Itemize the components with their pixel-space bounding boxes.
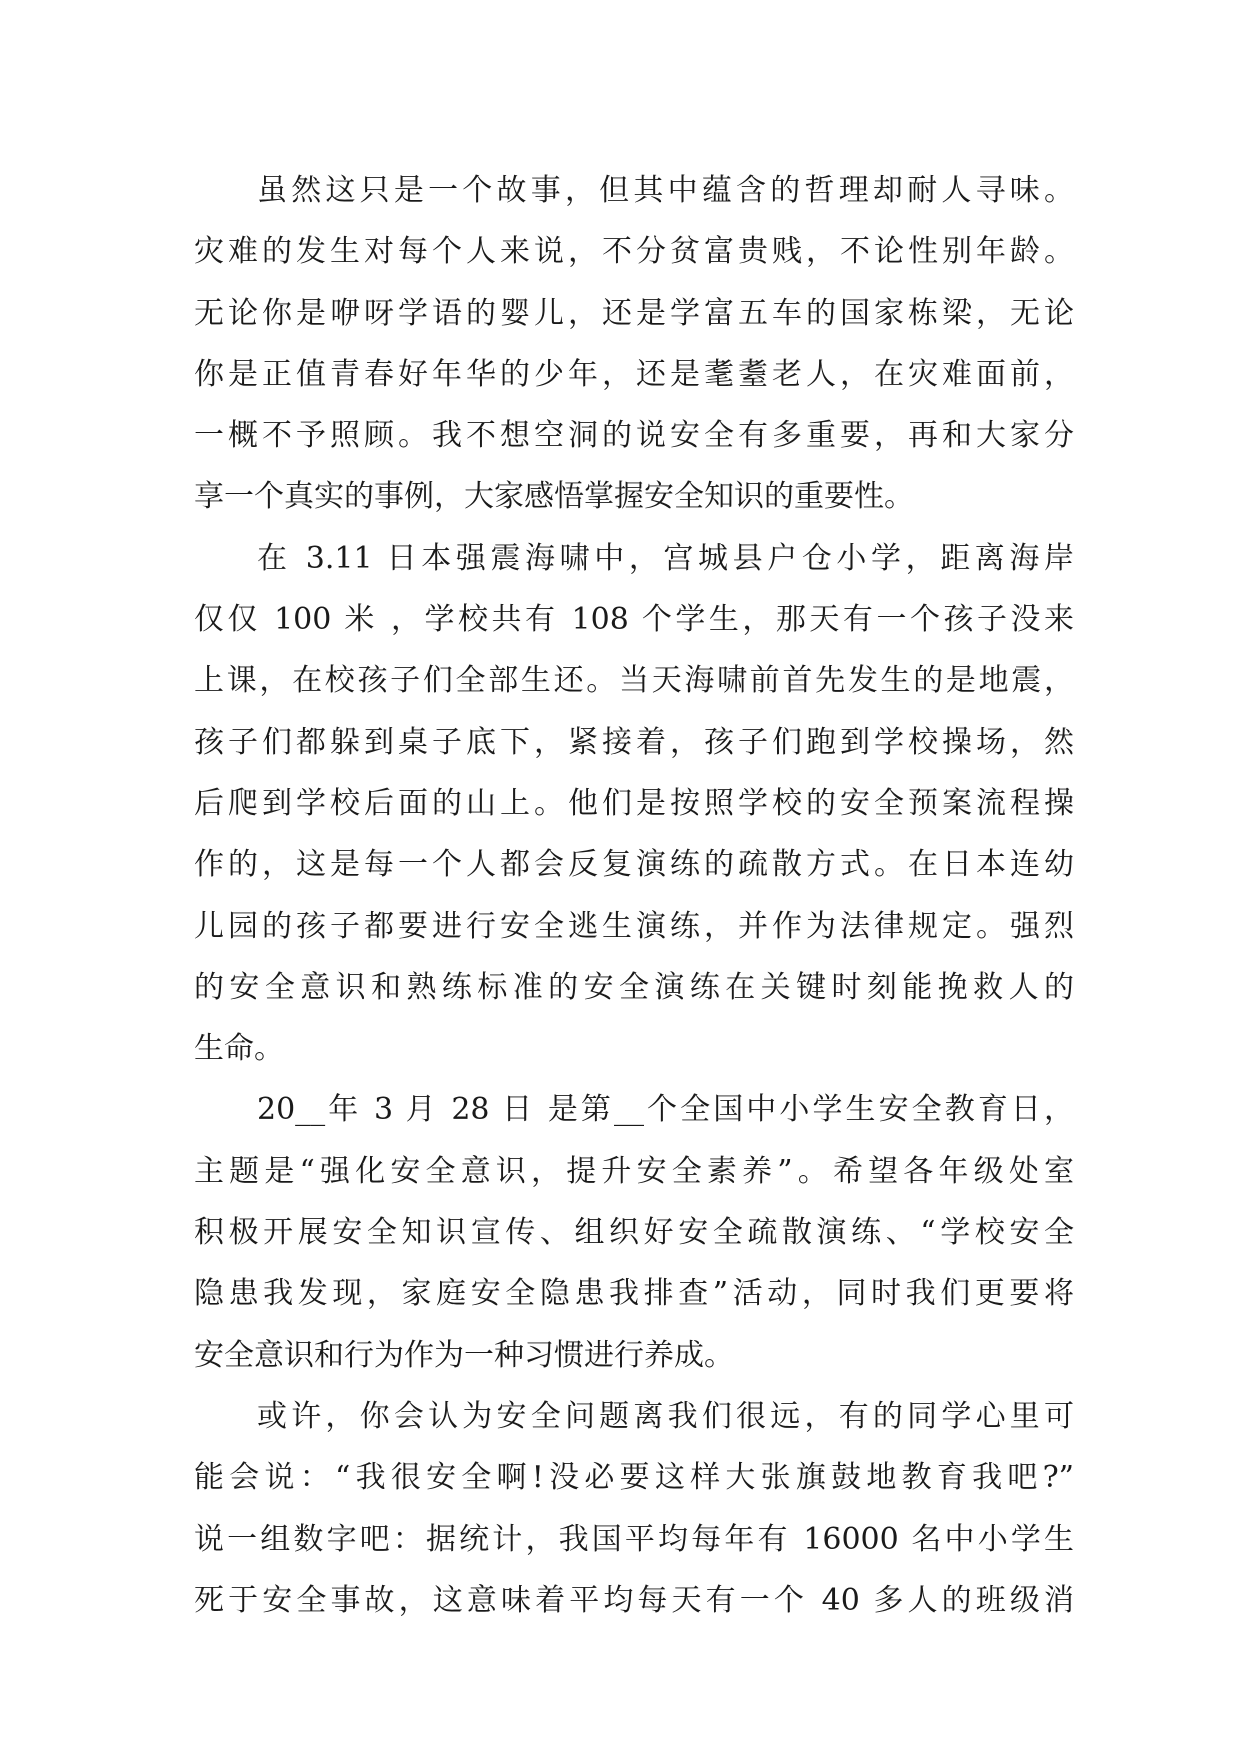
text-line: 孩子们都躲到桌子底下，紧接着，孩子们跑到学校操场，然	[194, 724, 1074, 760]
text-line: 死于安全事故，这意味着平均每天有一个 40 多人的班级消	[194, 1582, 1074, 1618]
text-line: 的安全意识和熟练标准的安全演练在关键时刻能挽救人的	[194, 969, 1074, 1005]
text-line: 虽然这只是一个故事，但其中蕴含的哲理却耐人寻味。	[257, 173, 1074, 208]
text-line: 安全意识和行为作为一种习惯进行养成。	[194, 1337, 734, 1373]
text-line: 灾难的发生对每个人来说，不分贫富贵贱，不论性别年龄。	[194, 234, 1074, 270]
text-line: 儿园的孩子都要进行安全逃生演练，并作为法律规定。强烈	[194, 908, 1074, 944]
text-line: 或许，你会认为安全问题离我们很远，有的同学心里可	[257, 1398, 1074, 1434]
text-line: 说一组数字吧：据统计，我国平均每年有 16000 名中小学生	[194, 1521, 1074, 1557]
text-line: 你是正值青春好年华的少年，还是耄耋老人，在灾难面前，	[194, 356, 1074, 392]
text-line: 能会说：“我很安全啊!没必要这样大张旗鼓地教育我吧?”	[194, 1460, 1074, 1496]
text-line: 作的，这是每一个人都会反复演练的疏散方式。在日本连幼	[194, 847, 1074, 883]
text-line: 享一个真实的事例，大家感悟掌握安全知识的重要性。	[194, 479, 914, 515]
text-line: 主题是“强化安全意识，提升安全素养”。希望各年级处室	[194, 1153, 1074, 1189]
text-line: 后爬到学校后面的山上。他们是按照学校的安全预案流程操	[194, 785, 1074, 821]
text-line: 仅仅 100 米 ，学校共有 108 个学生，那天有一个孩子没来	[194, 602, 1074, 638]
text-line: 上课，在校孩子们全部生还。当天海啸前首先发生的是地震，	[194, 663, 1074, 699]
text-line: 生命。	[194, 1031, 284, 1067]
text-line: 无论你是咿呀学语的婴儿，还是学富五车的国家栋梁，无论	[194, 295, 1074, 331]
text-line: 20__年 3 月 28 日 是第__个全国中小学生安全教育日，	[257, 1092, 1074, 1128]
text-line: 隐患我发现，家庭安全隐患我排查”活动，同时我们更要将	[194, 1276, 1074, 1312]
text-line: 积极开展安全知识宣传、组织好安全疏散演练、“学校安全	[194, 1215, 1074, 1251]
text-line: 一概不予照顾。我不想空洞的说安全有多重要，再和大家分	[194, 418, 1074, 454]
document-body	[194, 160, 1074, 1631]
text-line: 在 3.11 日本强震海啸中，宫城县户仓小学，距离海岸	[257, 540, 1074, 576]
